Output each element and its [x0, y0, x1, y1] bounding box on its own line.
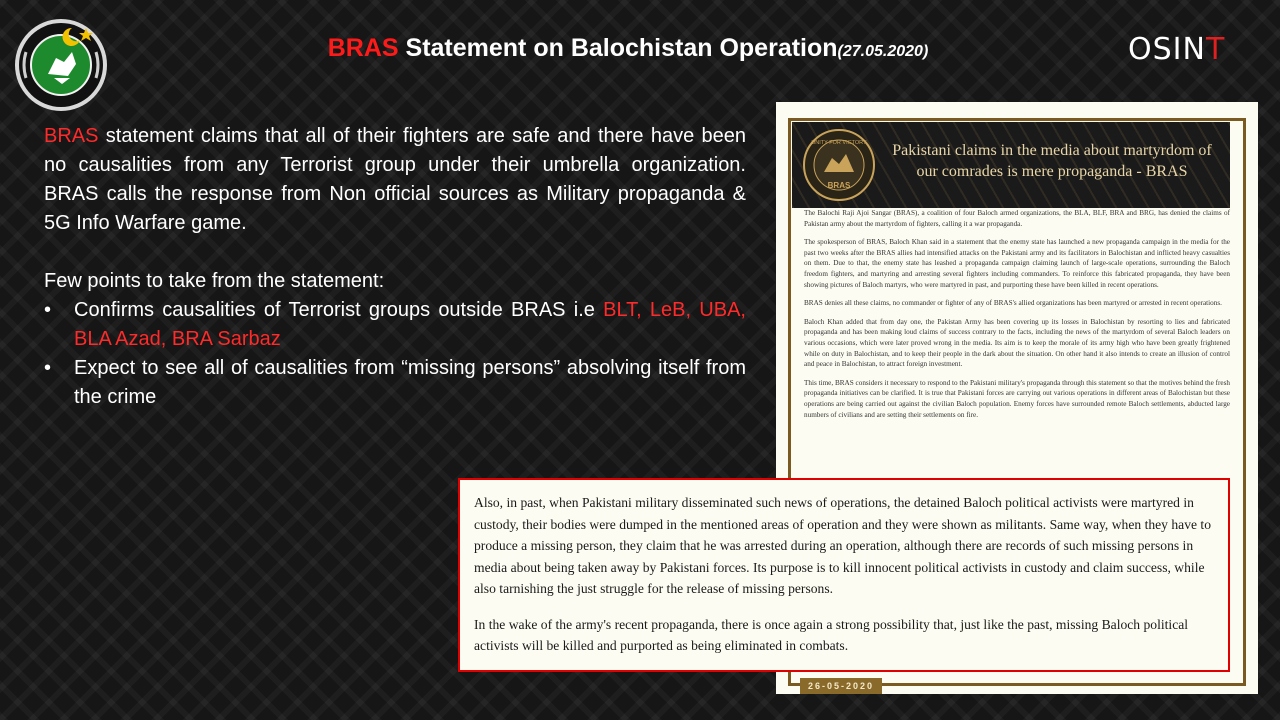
document-paragraph: The spokesperson of BRAS, Baloch Khan said in a statement that the enemy state has launched a new propaganda campaign in the media for the past two weeks after the BRAS allies had intensified attacks on the Pakistani army and its facilitators in Balochistan and inflicted heavy casualties on them. Due to that, the enemy state has leashed a propaganda campaign claiming launch of large-scale operations, surrounding the Baloch freedom fighters, and martyring and arresting several fighters including commanders. To reinforce this fabricated propaganda, they have been showing pictures of Baloch martyrs, who were martyred in past, and purporting these have been killed in recent operations.: [804, 238, 1230, 289]
statement-paragraph: [44, 122, 746, 238]
document-headline: Pakistani claims in the media about martyrdom of our comrades is mere propaganda - BRAS: [892, 142, 1212, 180]
document-date-badge: 26-05-2020: [800, 678, 882, 694]
point-1-highlight: BLT, LeB, UBA, BLA Azad, BRA Sarbaz: [74, 299, 746, 350]
osint-logo: [1128, 32, 1225, 67]
highlighted-excerpt: [458, 478, 1230, 672]
statement-lead: BRAS: [44, 125, 99, 147]
main-text-block: [44, 122, 746, 412]
bras-emblem: [802, 128, 876, 202]
document-paragraph: The Balochi Raji Ajoi Sangar (BRAS), a coalition of four Baloch armed organizations, the BLA, BLF, BRA and BRG, has denied the claims of Pakistan army about the martyrdom of fighters, calling it a war propaganda.: [804, 209, 1230, 228]
points-list: [44, 296, 746, 412]
statement-body: statement claims that all of their fighters are safe and there have been no causalities from any Terrorist group under their umbrella organization. BRAS calls the response from Non official sources as Military propaganda & 5G Info Warfare game.: [44, 125, 746, 234]
excerpt-paragraph-1: Also, in past, when Pakistani military disseminated such news of operations, the detained Baloch political activists were martyred in custody, their bodies were dumped in the mentioned areas of operation and they were shown as militants. Same way, when they have to produce a missing person, they claim that he was arrested during an operation, although there are records of such missing persons in media about being taken away by Pakistani forces. Its purpose is to kill innocent political activists in custody and claim success, while also tarnishing the just struggle for the release of missing persons.: [474, 495, 1212, 596]
excerpt-paragraph-2: In the wake of the army's recent propaganda, there is once again a strong possibility that, just like the past, missing Baloch political activists will be killed and purported as being eliminated in combats.: [474, 616, 1189, 653]
brand-text: OSIN: [1128, 32, 1206, 67]
pakistan-defence-logo: [14, 18, 108, 112]
pakistan-defence-emblem-icon: [14, 18, 108, 112]
slide-title: [0, 34, 1256, 63]
point-1-text: Confirms causalities of Terrorist groups outside BRAS i.e: [74, 299, 604, 321]
points-intro: Few points to take from the statement:: [44, 270, 385, 292]
point-item-1: [44, 296, 746, 354]
title-date: (27.05.2020): [837, 43, 929, 60]
document-body: [804, 208, 1230, 428]
title-main: Statement on Balochistan Operation: [398, 34, 838, 62]
document-header: [792, 122, 1230, 208]
document-paragraph: Baloch Khan added that from day one, the Pakistan Army has been covering up its losses in Balochistan by resorting to lies and fabricated propaganda and has been making loud claims of success contrary to the facts, including the news of the martyrdom of several Baloch leaders on various occasions, which were later proved wrong in the media. Its aim is to keep the morale of its army high who have been greatly frightened while on duty in Balochistan, and to keep their people in the dark about the situation. On other hand it also intends to create an illusion of control and peace in Balochistan, to attract foreign investment.: [804, 317, 1230, 369]
document-paragraph: This time, BRAS considers it necessary to respond to the Pakistani military's propaganda through this statement so that the motives behind the fresh propaganda initiatives can be clarified. It is true that Pakistani forces are carrying out various operations in different areas of Balochistan but these operations are being carried out against the civilian Baloch population. Enemy forces have surrounded remote Baloch settlements, abducted large numbers of civilians and are setting their settlements on fire.: [804, 378, 1230, 419]
emblem-top-text: UNITY FOR VICTORY: [811, 140, 867, 146]
document-paragraph: BRAS denies all these claims, no commander or fighter of any of BRAS's allied organizations has been martyred or arrested in recent operations.: [804, 299, 1222, 308]
title-prefix: BRAS: [327, 34, 399, 62]
brand-tail: T: [1205, 32, 1226, 67]
emblem-bottom-text: BRAS: [827, 181, 851, 190]
bras-emblem-icon: [802, 128, 876, 202]
point-item-2: • Expect to see all of causalities from “missing persons” absolving itself from the crime: [44, 354, 746, 412]
